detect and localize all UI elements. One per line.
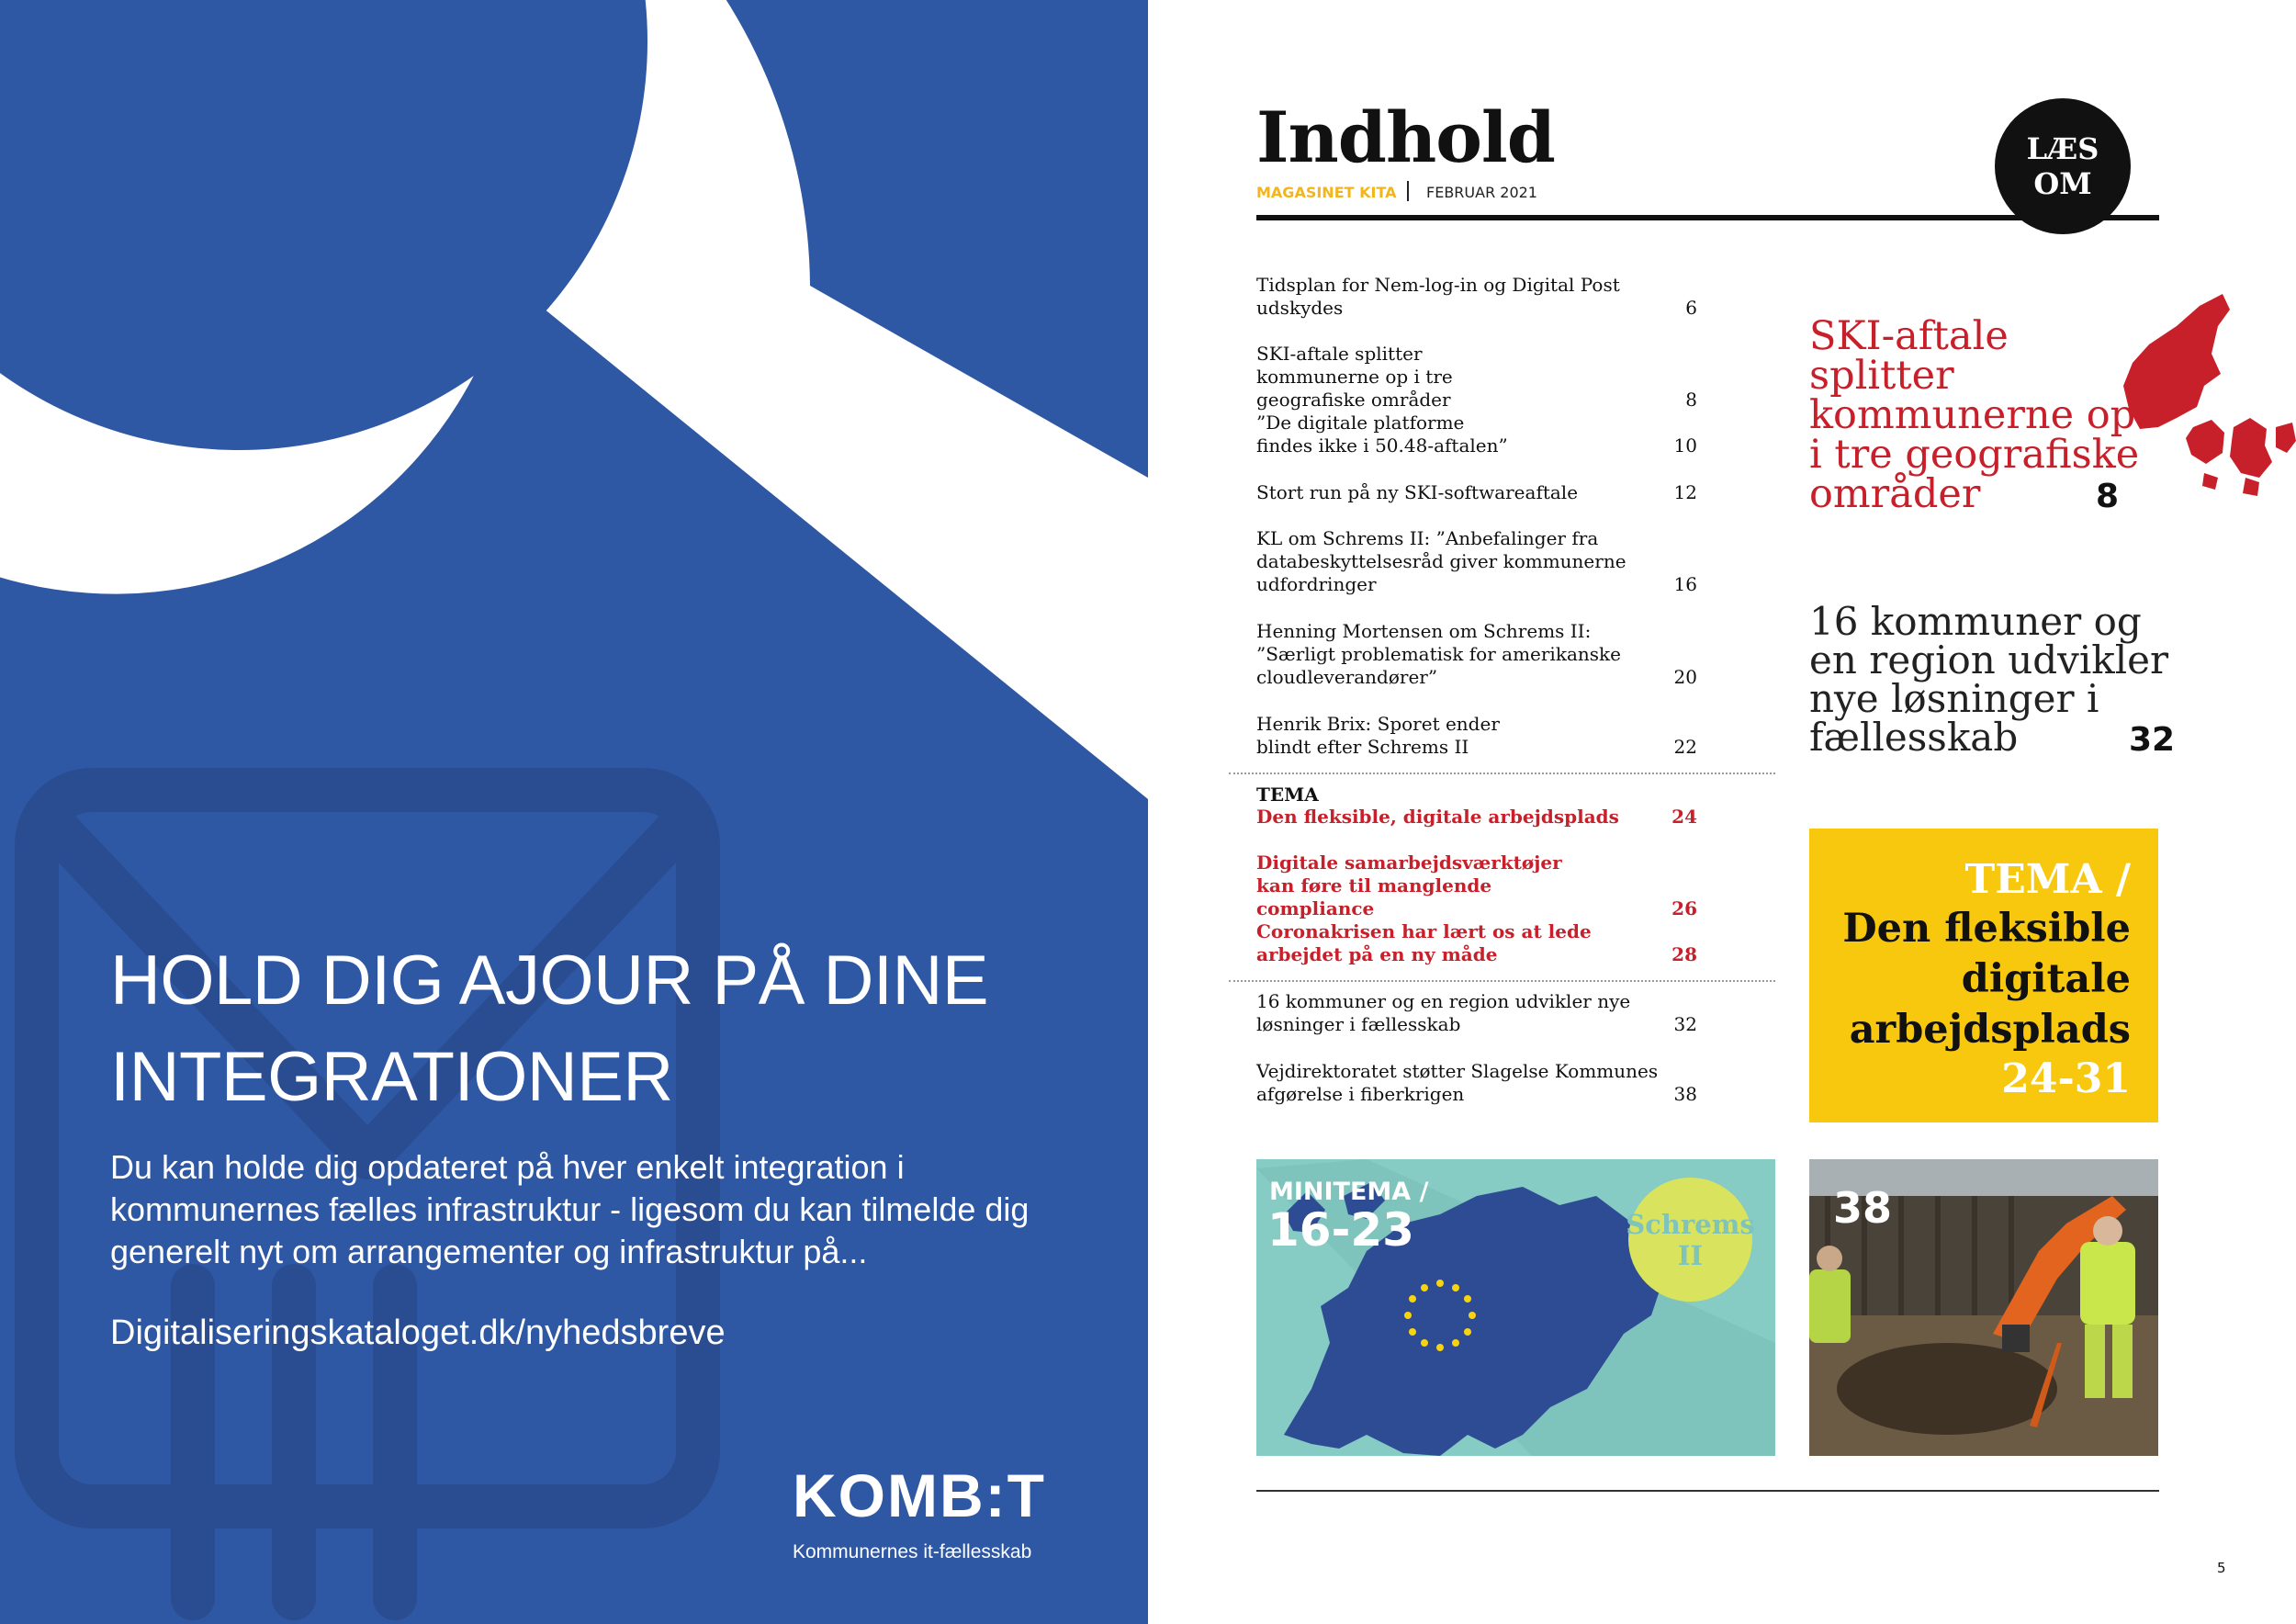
schrems-badge <box>1626 1178 1755 1302</box>
toc-entry-title: Vejdirektoratet støtter Slagelse Kommunes afgørelse i fiberkrigen <box>1256 1060 1659 1105</box>
toc-entry-title: SKI-aftale splitter kommunerne op i tre geografiske områder <box>1256 343 1453 411</box>
photo-page-number: 38 <box>1833 1183 1893 1233</box>
toc-entry-title: Digitale samarbejdsværktøjer kan føre til manglende compliance <box>1256 851 1562 919</box>
toc-entry-page: 32 <box>1673 1013 1697 1035</box>
tema-divider-top <box>1229 773 1775 774</box>
fiber-photo-box[interactable] <box>1809 1159 2158 1456</box>
toc-entry-title: Henrik Brix: Sporet ender blindt efter Schrems II <box>1256 713 1500 758</box>
schrems-line1: Schrems <box>1626 1208 1755 1240</box>
read-about-line1: LÆS <box>2026 131 2099 166</box>
tema-divider-bottom <box>1229 980 1775 982</box>
schrems-line2: II <box>1677 1239 1704 1271</box>
bottom-rule <box>1256 1490 2159 1492</box>
magazine-name: MAGASINET KITA <box>1256 184 1397 201</box>
toc-entry-page: 22 <box>1673 736 1697 758</box>
toc-entry[interactable] <box>1256 343 1697 412</box>
feature-kommuner-title[interactable]: 16 kommuner og en region udvikler nye løsninger i fællesskab <box>1809 599 2169 760</box>
toc-entry[interactable] <box>1256 1060 1697 1106</box>
tema-box-pages: 24-31 <box>2001 1055 2131 1102</box>
read-about-badge <box>1995 98 2131 234</box>
feature-ski-page: 8 <box>2096 478 2120 515</box>
toc-entry-title: Stort run på ny SKI-softwareaftale <box>1256 481 1579 503</box>
toc-entry-page: 28 <box>1671 943 1697 965</box>
toc-entry-page: 8 <box>1685 389 1697 411</box>
toc-entry-page: 20 <box>1673 666 1697 688</box>
toc-entry-tema[interactable] <box>1256 851 1697 920</box>
toc-entry-title: Den fleksible, digitale arbejdsplads <box>1256 806 1619 828</box>
toc-entry-title: Coronakrisen har lært os at lede arbejdet på en ny måde <box>1256 920 1592 965</box>
toc-entry-page: 10 <box>1673 434 1697 457</box>
kombit-tagline: Kommunernes it-fællesskab <box>793 1541 1032 1562</box>
page-number: 5 <box>2217 1560 2226 1576</box>
toc-entry-title: Henning Mortensen om Schrems II: ”Særligt problematisk for amerikanske cloudleverandører” <box>1256 620 1621 688</box>
contents-title: Indhold <box>1256 96 1555 178</box>
ad-headline-line2: INTEGRATIONER <box>110 1038 673 1116</box>
toc-entry-title: Tidsplan for Nem-log-in og Digital Post udskydes <box>1256 274 1620 319</box>
ad-headline-line1: HOLD DIG AJOUR PÅ DINE <box>110 942 989 1020</box>
denmark-map-graphic <box>2112 289 2296 528</box>
toc-entry[interactable] <box>1256 274 1697 320</box>
issue-date: FEBRUAR 2021 <box>1426 184 1537 201</box>
toc-entry-page: 16 <box>1673 573 1697 595</box>
toc-entry[interactable] <box>1256 620 1697 689</box>
toc-entry[interactable] <box>1256 481 1697 504</box>
toc-entry-page: 6 <box>1685 297 1697 319</box>
feature-kommuner-page: 32 <box>2129 721 2176 759</box>
toc-entry-title: ”De digitale platforme findes ikke i 50.48-aftalen” <box>1256 412 1508 457</box>
toc-entry[interactable] <box>1256 527 1697 596</box>
minitema-pages: 16-23 <box>1267 1203 1414 1257</box>
header-separator <box>1407 181 1409 201</box>
toc-entry-page: 24 <box>1671 806 1697 828</box>
kombit-logo: KOMB:T <box>793 1461 1046 1529</box>
toc-entry[interactable] <box>1256 713 1697 759</box>
feature-ski-title[interactable]: SKI-aftale splitter kommunerne op i tre geografiske områder <box>1809 313 2140 517</box>
read-about-line2: OM <box>2033 166 2092 201</box>
toc-entry[interactable] <box>1256 990 1697 1036</box>
ad-headline <box>110 932 1120 1125</box>
toc-entry-title: 16 kommuner og en region udvikler nye løsninger i fællesskab <box>1256 990 1631 1035</box>
tema-section-label: TEMA <box>1256 784 1319 806</box>
toc-entry-page: 26 <box>1671 897 1697 919</box>
newsletter-link[interactable]: Digitaliseringskataloget.dk/nyhedsbreve <box>110 1314 726 1352</box>
magnifier-lens <box>0 0 647 450</box>
tema-box-label: TEMA / <box>1964 856 2131 903</box>
minitema-box[interactable] <box>1256 1159 1775 1456</box>
toc-entry-tema[interactable] <box>1256 806 1697 829</box>
tema-feature-box[interactable] <box>1809 829 2158 1122</box>
toc-entry[interactable] <box>1256 412 1697 457</box>
toc-entry-page: 38 <box>1673 1083 1697 1105</box>
minitema-label: MINITEMA / <box>1269 1178 1429 1206</box>
tema-box-title: Den fleksible digitale arbejdsplads <box>1842 906 2131 1053</box>
toc-entry-page: 12 <box>1673 481 1697 503</box>
toc-entry-tema[interactable] <box>1256 920 1697 966</box>
ad-body-text: Du kan holde dig opdateret på hver enkelt integration i kommunernes fælles infrastruktur - ligesom du kan tilmelde dig generelt nyt om arrangementer og infrastruktur på... <box>110 1148 1030 1270</box>
toc-entry-title: KL om Schrems II: ”Anbefalinger fra databeskyttelsesråd giver kommunerne udfordringer <box>1256 527 1626 595</box>
